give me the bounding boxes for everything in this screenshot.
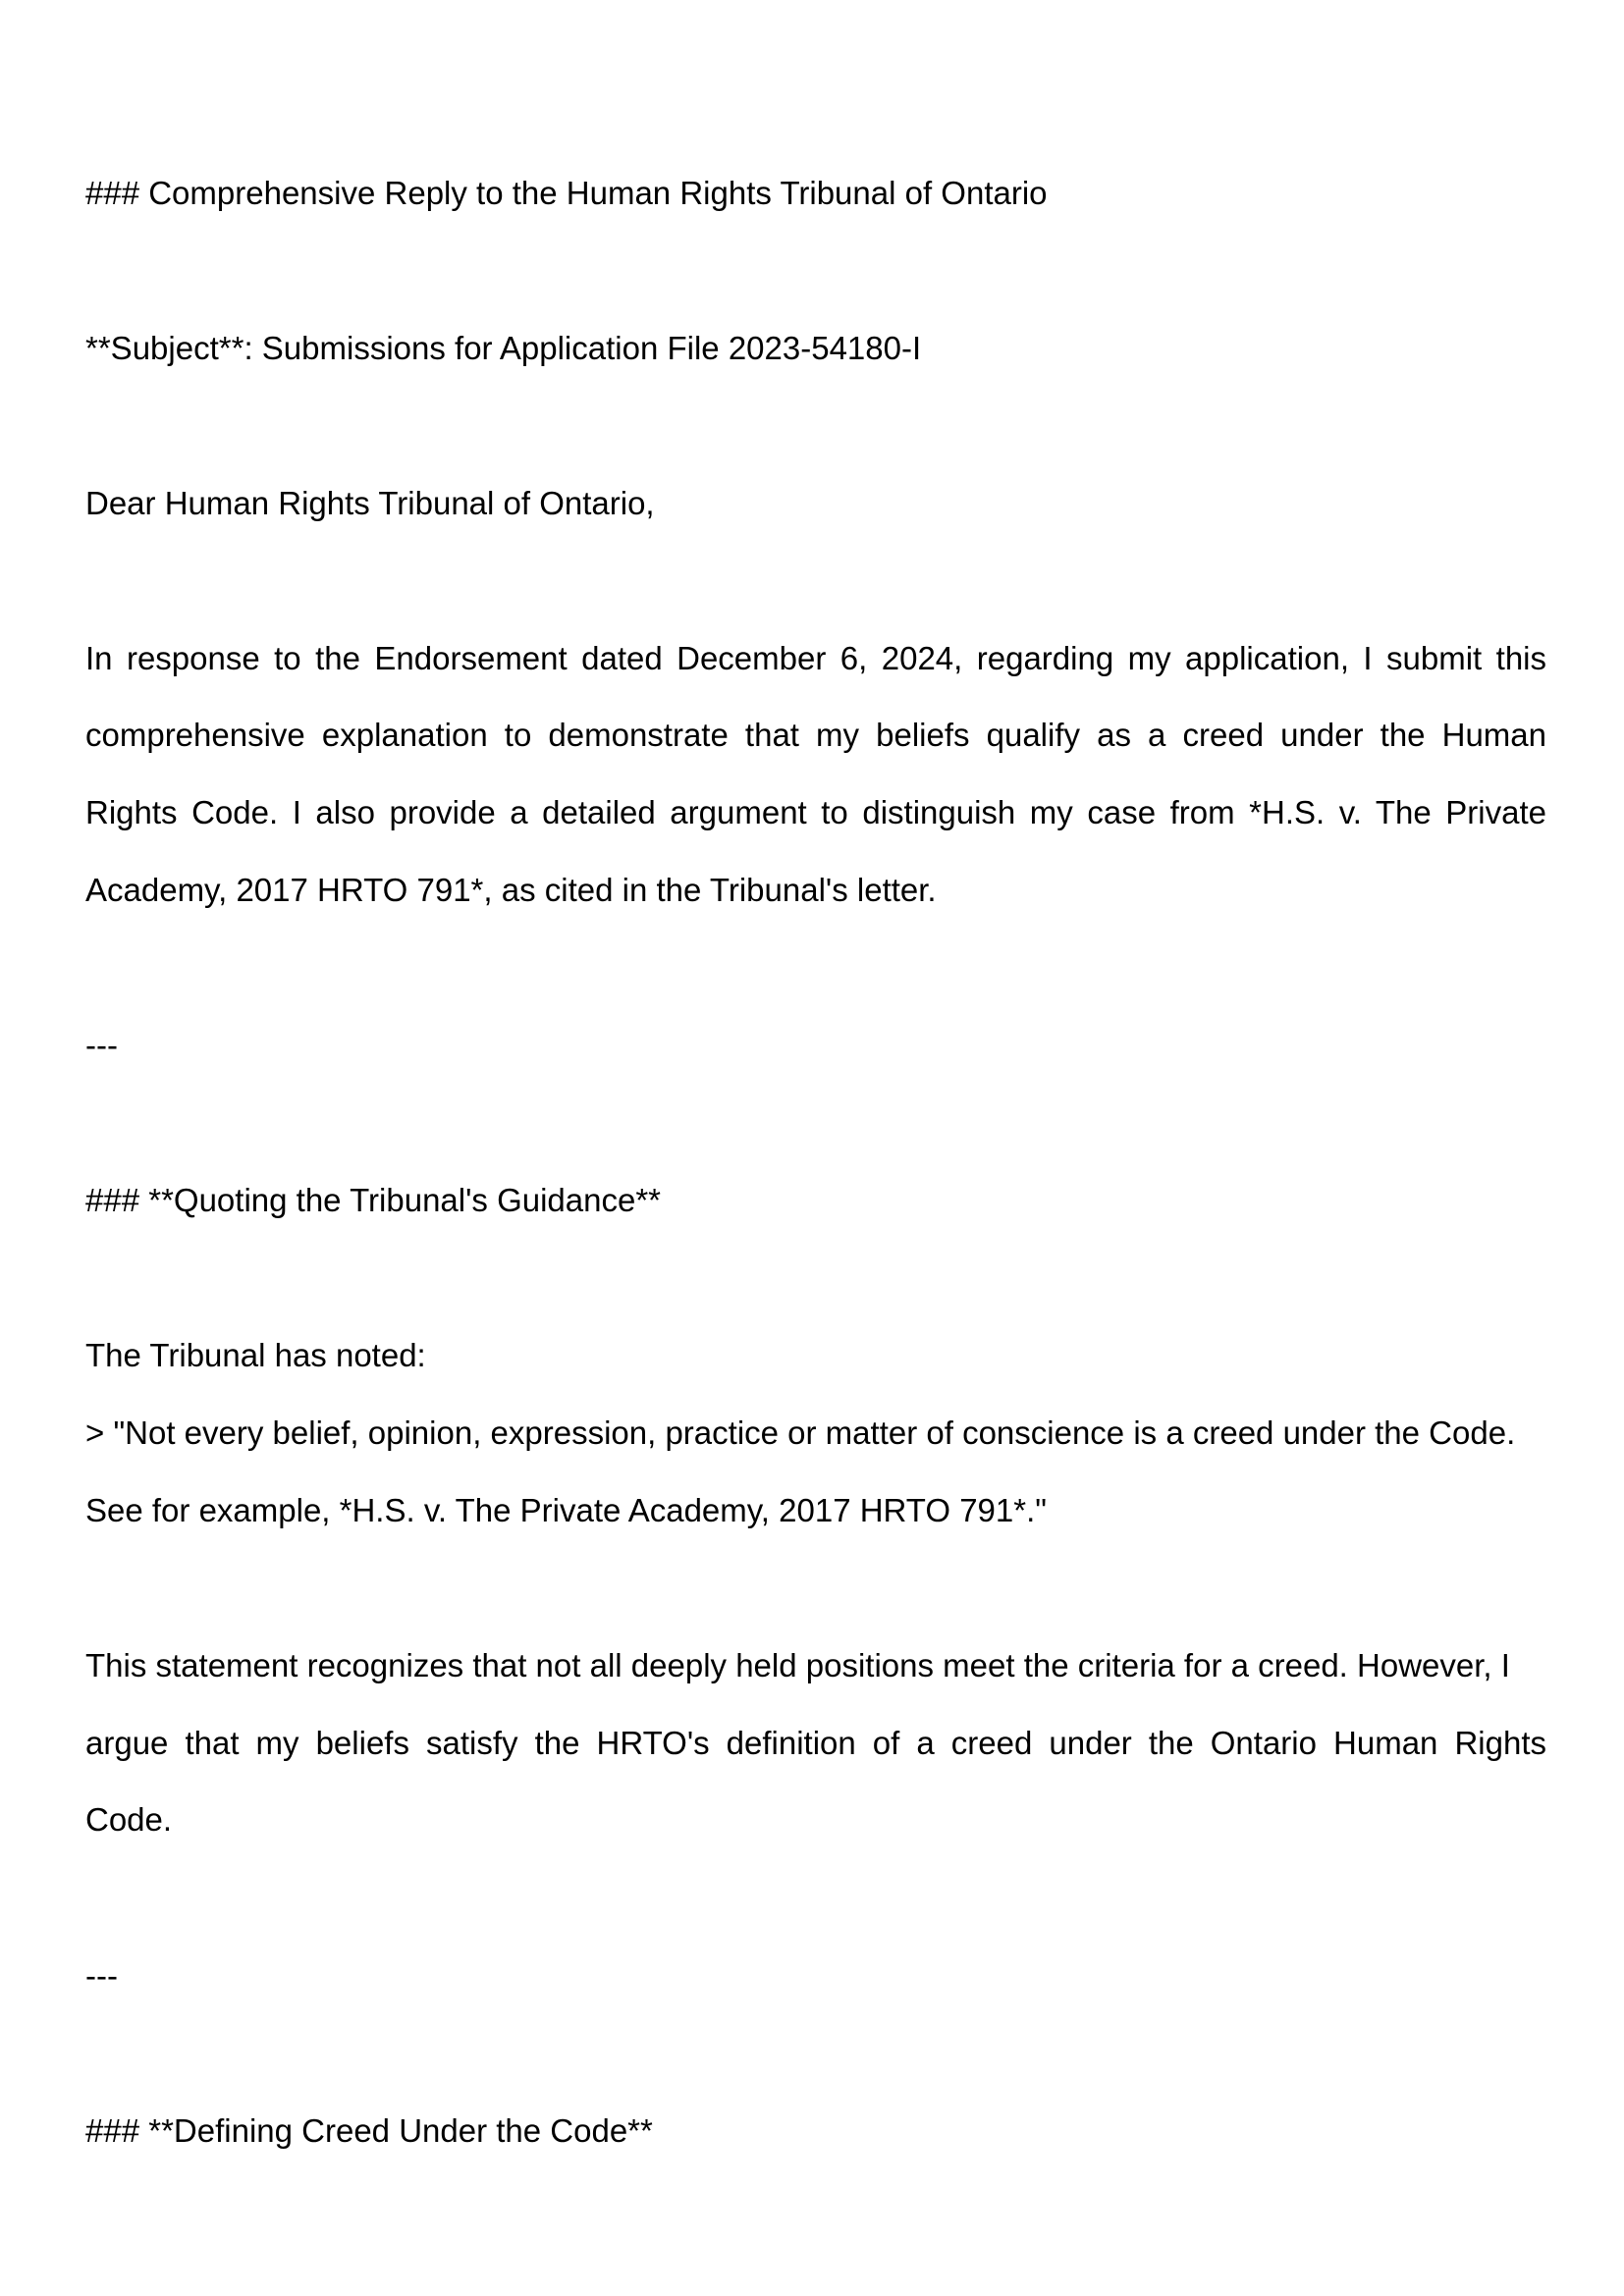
- intro-line-3: Rights Code. I also provide a detailed argument to distinguish my case from *H.S. v. The Private: [85, 794, 1546, 830]
- quote-line-1: > "Not every belief, opinion, expression, practice or matter of conscience is a creed under the Code.: [85, 1415, 1516, 1451]
- intro-line-2: comprehensive explanation to demonstrate that my beliefs qualify as a creed under the Human: [85, 717, 1546, 753]
- defining-creed-heading: ### **Defining Creed Under the Code**: [85, 2112, 653, 2149]
- statement-line-3: Code.: [85, 1801, 173, 1838]
- separator: ---: [85, 1957, 118, 1994]
- subject-line: **Subject**: Submissions for Application File 2023-54180-I: [85, 330, 922, 366]
- statement-line-1: This statement recognizes that not all deeply held positions meet the criteria for a creed. However, I: [85, 1647, 1510, 1683]
- intro-line-4: Academy, 2017 HRTO 791*, as cited in the Tribunal's letter.: [85, 872, 937, 908]
- reply-heading: ### Comprehensive Reply to the Human Rights Tribunal of Ontario: [85, 175, 1048, 211]
- guidance-heading: ### **Quoting the Tribunal's Guidance**: [85, 1182, 662, 1218]
- tribunal-noted-text: The Tribunal has noted:: [85, 1337, 426, 1373]
- intro-line-1: In response to the Endorsement dated December 6, 2024, regarding my application, I submit this: [85, 640, 1546, 676]
- salutation: Dear Human Rights Tribunal of Ontario,: [85, 485, 655, 521]
- separator: ---: [85, 1027, 118, 1063]
- statement-line-2: argue that my beliefs satisfy the HRTO's definition of a creed under the Ontario Human Rights: [85, 1725, 1546, 1761]
- quote-line-2: See for example, *H.S. v. The Private Academy, 2017 HRTO 791*.": [85, 1492, 1047, 1528]
